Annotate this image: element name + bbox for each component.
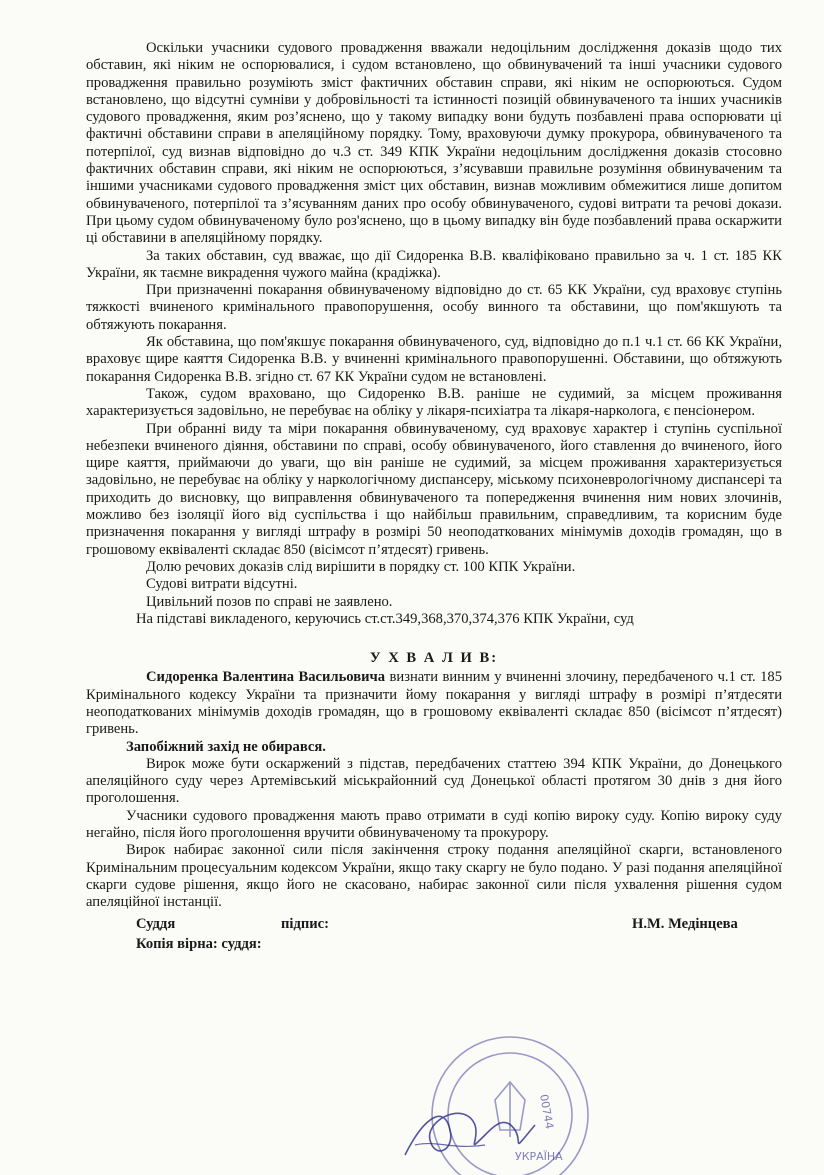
paragraph-punishment: При обранні виду та міри покарання обвинуваченому, суд враховує характер і ступінь суспільної небезпеки вчиненого діяння, обставини по справі, особу обвинуваченого, його ставлення до вчиненого, його щире каяття, приймаючи до уваги, що він раніше не судимий, за місцем проживання характеризується задовільно, не перебуває на обліку у наркологічному диспансеру, міському психоневрологічному диспансері та приходить до висновку, що виправлення обвинуваченого та попередження вчинення ним нових злочинів, можливо без ізоляції його від суспільства і що найбільш правильним, справедливим, та корисним буде призначення покарання у вигляді штрафу в розмірі 50 неоподаткованих мінімумів доходів громадян, що в грошовому еквіваленті складає 850 (вісімсот п’ятдесят) гривень. — [86, 420, 782, 558]
stamp-code-text: 00744 — [537, 1093, 556, 1130]
preventive-measure: Запобіжний захід не обирався. — [126, 738, 326, 755]
paragraph-costs: Судові витрати відсутні. — [146, 576, 298, 593]
paragraph-sentencing-basis: При призначенні покарання обвинуваченому відповідно до ст. 65 КК України, суд враховує ступінь тяжкості вчиненого кримінального правопорушення, особу винного та обставини, що пом'якшують та обтяжують покарання. — [86, 282, 782, 333]
appeal-paragraph: Вирок може бути оскаржений з підстав, передбачених статтею 394 КПК України, до Донецького апеляційного суду через Артемівський міськрайонний суд Донецької області протягом 30 днів з дня його проголошення. — [86, 755, 782, 807]
paragraph-civil-claim: Цивільний позов по справі не заявлено. — [146, 593, 393, 610]
paragraph-evidence: Оскільки учасники судового провадження вважали недоцільним дослідження доказів щодо тих обставин, які ніким не оспорювалися, і судом встановлено, що обвинувачений та інші учасники судового провадження правильно розуміють зміст фактичних обставин справи, які ніким не оспорюються. Судом встановлено, що відсутні сумніви у добровільності та істинності позицій обвинуваченого та інших учасників судового провадження, яким роз’яснено, що у такому випадку вони будуть позбавлені права оспорювати ці фактичні обставини справи в апеляційному порядку. Тому, враховуючи думку прокурора, обвинуваченого та потерпілої, суд визнав відповідно до ч.3 ст. 349 КПК України недоцільним дослідження доказів стосовно фактичних обставин справи, які ніким не оспорюються, з’ясувавши правильне розуміння обвинуваченим та іншими учасниками судового провадження зміст цих обставин, визнав можливим обмежитися лише допитом обвинуваченого, потерпілої та з’ясуванням даних про особу обвинуваченого, судові витрати та речові докази. При цьому судом обвинуваченому було роз'яснено, що в цьому випадку він буде позбавлений права оскаржити ці обставини в апеляційному порядку. — [86, 40, 782, 247]
judge-label: Суддя — [136, 915, 176, 932]
judge-name: Н.М. Медінцева — [632, 915, 738, 932]
verdict-heading: У Х В А Л И В: — [369, 650, 499, 667]
copy-paragraph: Учасники судового провадження мають право отримати в суді копію вироку суду. Копію вироку суду негайно, після його проголошення вручити обвинуваченому та прокурору. — [86, 807, 782, 842]
paragraph-legal-basis: На підставі викладеного, керуючись ст.ст.349,368,370,374,376 КПК України, суд — [136, 610, 634, 627]
paragraph-evidence-fate: Долю речових доказів слід вирішити в порядку ст. 100 КПК України. — [146, 558, 576, 575]
copy-label: Копія вірна: суддя: — [136, 935, 262, 952]
stamp-country-text: УКРАЇНА — [515, 1150, 563, 1163]
defendant-name: Сидоренка Валентина Васильовича — [146, 669, 386, 686]
paragraph-character: Також, судом враховано, що Сидоренко В.В. раніше не судимий, за місцем проживання характеризується задовільно, не перебуває на обліку у лікаря-психіатра та лікаря-нарколога, є пенсіонером. — [86, 385, 782, 420]
effect-paragraph: Вирок набирає законної сили після закінчення строку подання апеляційної скарги, встановленого Кримінальним процесуальним кодексом України, якщо таку скаргу не було подано. У разі подання апеляційної скарги судове рішення, якщо його не скасовано, набирає законної сили після ухвалення рішення судом апеляційної інстанції. — [86, 842, 782, 911]
copy-certification-row — [86, 936, 782, 956]
handwritten-signature — [395, 1095, 545, 1165]
verdict-paragraph — [86, 669, 782, 738]
paragraph-mitigating: Як обставина, що пом'якшує покарання обвинуваченого, суд, відповідно до п.1 ч.1 ст. 66 КК України, враховує щире каяття Сидоренка В.В. у вчиненні кримінального правопорушенні. Обставини, що обтяжують покарання Сидоренка В.В. згідно ст. 67 КК України судом не встановлені. — [86, 334, 782, 385]
verdict-text: визнати винним у вчиненні злочину, передбаченого ч.1 ст. 185 Кримінального кодексу України та призначити йому покарання у вигляді штрафу в розмірі п’ятдесяти неоподаткованих мінімумів доходів громадян, що в грошовому еквіваленті складає 850 (вісімсот п’ятдесят) гривень. — [86, 669, 783, 738]
document-body — [86, 40, 782, 956]
paragraph-qualification: За таких обставин, суд вважає, що дії Сидоренка В.В. кваліфіковано правильно за ч. 1 ст. 185 КК України, як таємне викрадення чужого майна (крадіжка). — [86, 247, 782, 281]
judge-signature-row — [86, 916, 782, 936]
court-seal-stamp — [400, 1025, 590, 1175]
sign-label: підпис: — [281, 915, 329, 932]
